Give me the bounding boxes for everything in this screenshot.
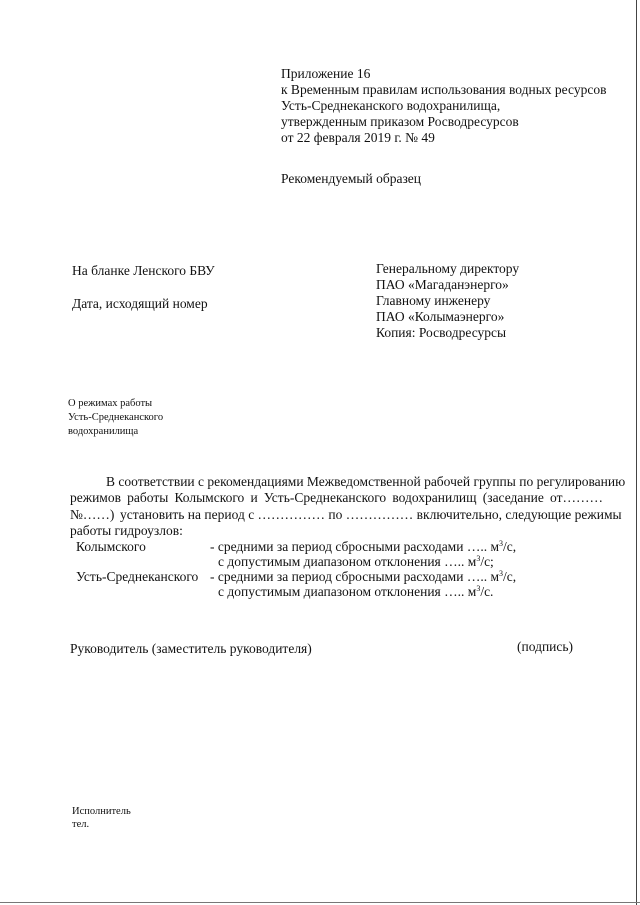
mode-text: с допустимым диапазоном отклонения ….. м — [218, 584, 477, 599]
mode-text: - средними за период сбросными расходами ….. м — [210, 569, 499, 584]
scan-edge-bottom — [0, 902, 640, 903]
unit-tail: /с. — [480, 584, 494, 599]
plant-name-kolymskiy: Колымского — [76, 539, 146, 554]
subject-line: водохранилища — [68, 426, 139, 437]
copy-line: Копия: Росводресурсы — [376, 325, 507, 340]
body-line-4: работы гидроузлов: — [70, 523, 183, 538]
mode-average-flow — [210, 569, 516, 585]
mode-deviation — [218, 584, 493, 600]
scan-edge-right — [636, 0, 637, 905]
signature-placeholder: (подпись) — [517, 639, 574, 654]
body-line-1: В соответствии с рекомендациями Межведомственной рабочей группы по регулированию — [106, 474, 626, 489]
unit-superscript: 3 — [476, 584, 481, 593]
appendix-number: Приложение 16 — [281, 66, 371, 81]
letterhead-note: На бланке Ленского БВУ — [72, 263, 215, 278]
plant-name-ust-srednekanskiy: Усть-Среднеканского — [76, 569, 199, 584]
body-line-3-number: №……) — [70, 507, 115, 522]
appendix-date: от 22 февраля 2019 г. № 49 — [281, 130, 435, 145]
unit-superscript: 3 — [476, 554, 481, 563]
body-word: Колымского — [174, 490, 245, 505]
body-line-2 — [70, 490, 603, 506]
subject-line: Усть-Среднеканского — [68, 412, 164, 423]
executor-label: Исполнитель — [72, 806, 131, 817]
appendix-reservoir: Усть-Среднеканского водохранилища, — [281, 98, 501, 113]
unit-tail: /с, — [503, 539, 517, 554]
body-word: водохранилищ — [392, 490, 477, 505]
body-word: и — [250, 490, 258, 505]
body-word: (заседание — [482, 490, 544, 505]
body-word: режимов — [70, 490, 121, 505]
unit-tail: /с; — [480, 554, 494, 569]
addressee-line: Главному инженеру — [376, 293, 491, 308]
addressee-line: Генеральному директору — [376, 261, 520, 276]
mode-text: - средними за период сбросными расходами ….. м — [210, 539, 499, 554]
unit-tail: /с, — [503, 569, 517, 584]
addressee-line: ПАО «Колымаэнерго» — [376, 309, 505, 324]
body-word: от……… — [550, 490, 603, 505]
appendix-order: утвержденным приказом Росводресурсов — [281, 114, 519, 129]
mode-text: с допустимым диапазоном отклонения ….. м — [218, 554, 477, 569]
body-line-3: установить на период с …………… по …………… включительно, следующие режимы — [120, 507, 622, 522]
date-number-note: Дата, исходящий номер — [72, 296, 208, 311]
subject-line: О режимах работы — [68, 398, 153, 409]
addressee-line: ПАО «Магаданэнерго» — [376, 277, 509, 292]
body-word: работы — [127, 490, 169, 505]
mode-deviation — [218, 554, 494, 570]
body-word: Усть-Среднеканского — [263, 490, 387, 505]
unit-superscript: 3 — [499, 569, 503, 578]
mode-average-flow — [210, 539, 516, 555]
head-signatory: Руководитель (заместитель руководителя) — [70, 641, 312, 656]
sample-label: Рекомендуемый образец — [281, 171, 422, 186]
phone-label: тел. — [72, 819, 90, 830]
appendix-rules: к Временным правилам использования водных ресурсов — [281, 82, 607, 97]
unit-superscript: 3 — [499, 539, 503, 548]
